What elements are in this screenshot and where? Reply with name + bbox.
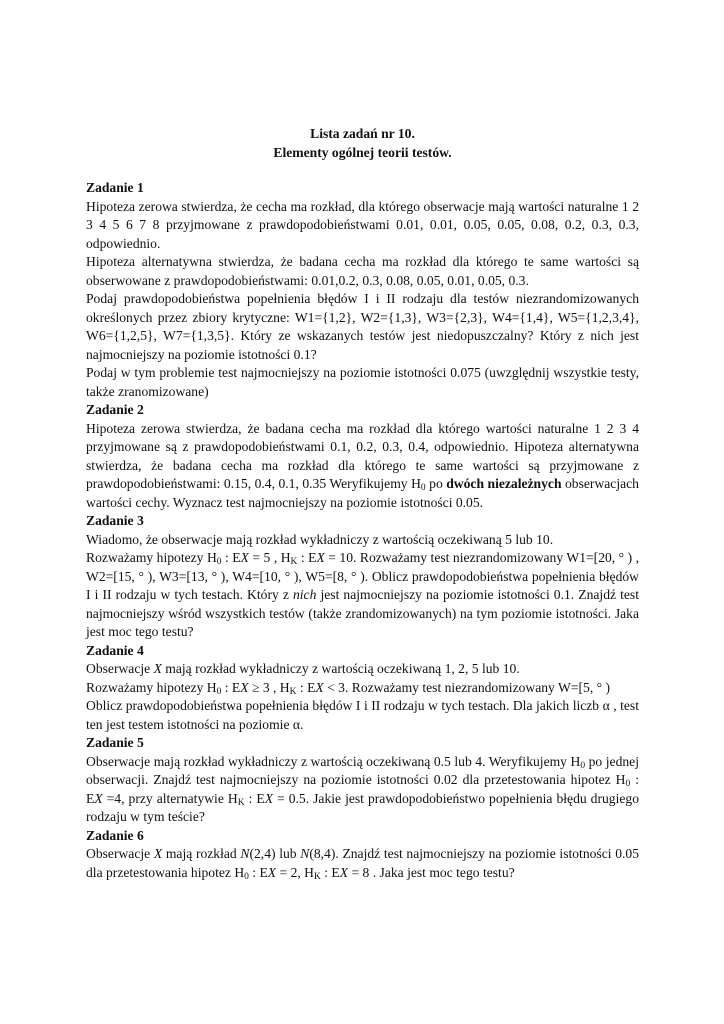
- task-5-text: : E: [244, 790, 265, 806]
- task-3-text: = 10. Rozważamy test niezrandomizowany W1=[20, ° ) , W2=[15, ° ), W3=[13, ° ), W4=[10, ° ), W5=[8, ° ). Oblicz prawdopodobieństwa popełnienia błędów I i II rodzaju w tych testach. Który z: [86, 550, 640, 602]
- task-4-text: mają rozkład wykładniczy z wartością oczekiwaną 1, 2, 5 lub 10.: [161, 661, 520, 676]
- subscript: K: [237, 797, 245, 808]
- task-3-text: : E: [297, 550, 317, 565]
- task-2-text: Hipoteza zerowa stwierdza, że badana cecha ma rozkład dla którego wartości naturalne 1 2 3 4 przyjmowane są z prawdopodobieństwami 0.1, 0.2, 0.3, 0.4, odpowiednio. Hipoteza alternatywna stwierdza, że badana cecha ma rozkład dla którego te same wartości są przyjmowane z prawdopodobieństwami: 0.15, 0.4, 0.1, 0.35 Weryfikujemy H: [86, 420, 639, 491]
- task-3-text: = 5 , H: [248, 550, 291, 565]
- task-6-text: = 8 . Jaka jest moc tego testu?: [348, 864, 515, 880]
- variable: X: [264, 790, 274, 806]
- subscript: 0: [420, 483, 426, 493]
- task-2-text: obserwacjach wartości cechy. Wyznacz test najmocniejszy na poziomie istotności 0.05.: [86, 476, 639, 510]
- subscript: 0: [216, 686, 222, 697]
- task-3-text: : E: [221, 550, 241, 565]
- task-4-text: : E: [296, 679, 316, 695]
- task-3-paragraph-1: Wiadomo, że obserwacje mają rozkład wykładniczy z wartością oczekiwaną 5 lub 10.: [86, 531, 554, 547]
- task-4-text: Rozważamy hipotezy H: [86, 679, 217, 695]
- task-1-paragraph-2: Hipoteza alternatywna stwierdza, że badana cecha ma rozkład dla którego te same wartości są obserwowane z prawdopodobieństwami: 0.01,0.2, 0.3, 0.08, 0.05, 0.01, 0.05, 0.3.: [86, 254, 639, 288]
- task-1-heading: Zadanie 1: [86, 180, 144, 195]
- task-3-emphasis: nich: [292, 587, 317, 602]
- variable: N: [240, 846, 250, 861]
- subscript: K: [290, 557, 298, 567]
- variable: X: [240, 550, 249, 565]
- task-6-heading: Zadanie 6: [86, 827, 144, 843]
- task-5-paragraph-1: [86, 753, 639, 827]
- document-page: [86, 125, 639, 882]
- variable: X: [316, 550, 325, 565]
- task-2-text: po: [425, 476, 447, 491]
- variable: X: [94, 790, 103, 806]
- task-5-text: po jednej obserwacji. Znajdź test najmocniejszy na poziomie istotności 0.02 dla przetestowania hipotez H: [86, 753, 639, 787]
- subscript: K: [313, 871, 321, 882]
- variable: X: [339, 864, 349, 880]
- task-3-heading: Zadanie 3: [86, 513, 144, 528]
- variable: X: [153, 661, 162, 676]
- task-6-text: = 2, H: [276, 864, 314, 880]
- task-4-text: Obserwacje: [86, 661, 154, 676]
- variable: N: [300, 846, 310, 861]
- variable: X: [240, 679, 249, 695]
- task-6-paragraph-1: [86, 845, 639, 882]
- variable: X: [315, 679, 324, 695]
- task-5-text: Obserwacje mają rozkład wykładniczy z wartością oczekiwaną 0.5 lub 4. Weryfikujemy H: [86, 753, 581, 769]
- task-6-text: (8,4). Znajdź test najmocniejszy na poziomie istotności 0.05 dla przetestowania hipotez H: [86, 846, 639, 880]
- task-6-text: : E: [248, 864, 268, 880]
- subscript: 0: [216, 557, 222, 567]
- subscript: K: [289, 686, 297, 697]
- task-5-heading: Zadanie 5: [86, 735, 144, 750]
- task-5-text: = 0.5. Jakie jest prawdopodobieństwo popełnienia błędu drugiego rodzaju w tym teście?: [86, 790, 640, 824]
- document-title: Lista zadań nr 10.: [310, 126, 415, 141]
- subscript: 0: [244, 871, 249, 882]
- task-3-text: Rozważamy hipotezy H: [86, 550, 217, 565]
- task-3-text: jest najmocniejszy na poziomie istotności 0.1. Znajdź test najmocniejszy wśród wszystkich testów (także zrandomizowanych) na tym poziomie istotności. Jaka jest moc tego testu?: [86, 587, 639, 639]
- task-5-text: =4, przy alternatywie H: [102, 790, 238, 806]
- task-3-paragraph-2: [86, 549, 639, 642]
- task-6-text: (2,4) lub: [249, 846, 301, 861]
- task-4-heading: Zadanie 4: [86, 642, 144, 658]
- title-spacer: [86, 162, 639, 179]
- task-1-paragraph-1: Hipoteza zerowa stwierdza, że cecha ma rozkład, dla którego obserwacje mają wartości naturalne 1 2 3 4 5 6 7 8 przyjmowane z prawdopodobieństwami 0.01, 0.01, 0.05, 0.05, 0.08, 0.2, 0.3, 0.3, odpowiednio.: [86, 198, 639, 251]
- task-2-heading: Zadanie 2: [86, 402, 144, 417]
- task-2-paragraph-1: [86, 420, 639, 513]
- task-6-text: mają rozkład: [162, 846, 241, 861]
- task-5-text: : E: [86, 772, 639, 806]
- variable: X: [267, 864, 277, 880]
- task-6-text: Obserwacje: [86, 846, 154, 861]
- task-1-paragraph-3: Podaj prawdopodobieństwa popełnienia błędów I i II rodzaju dla testów niezrandomizowanych określonych przez zbiory krytyczne: W1={1,2}, W2={1,3}, W3={2,3}, W4={1,4}, W5={1,2,3,4}, W6={1,2,5}, W7={1,3,5}. Który ze wskazanych testów jest niedopuszczalny? Który z nich jest najmocniejszy na poziomie istotności 0.1?: [86, 291, 639, 362]
- task-6-text: : E: [320, 864, 340, 880]
- task-4-paragraph-3: Oblicz prawdopodobieństwa popełnienia błędów I i II rodzaju w tych testach. Dla jakich liczb α , test ten jest testem istotności na poziomie α.: [86, 698, 639, 732]
- task-4-text: ≥ 3 , H: [248, 679, 290, 695]
- task-4-paragraph-1: [86, 660, 639, 679]
- variable: X: [153, 846, 163, 861]
- task-2-emphasis: dwóch niezależnych: [446, 476, 562, 491]
- document-subtitle: Elementy ogólnej teorii testów.: [273, 144, 452, 160]
- task-4-text: : E: [221, 679, 241, 695]
- task-4-paragraph-2: [86, 679, 639, 698]
- task-1-paragraph-4: Podaj w tym problemie test najmocniejszy na poziomie istotności 0.075 (uwzględnij wszystkie testy, także zranomizowane): [86, 365, 639, 399]
- task-4-text: < 3. Rozważamy test niezrandomizowany W=[5, ° ): [323, 679, 610, 695]
- subscript: 0: [580, 760, 586, 771]
- subscript: 0: [625, 779, 631, 789]
